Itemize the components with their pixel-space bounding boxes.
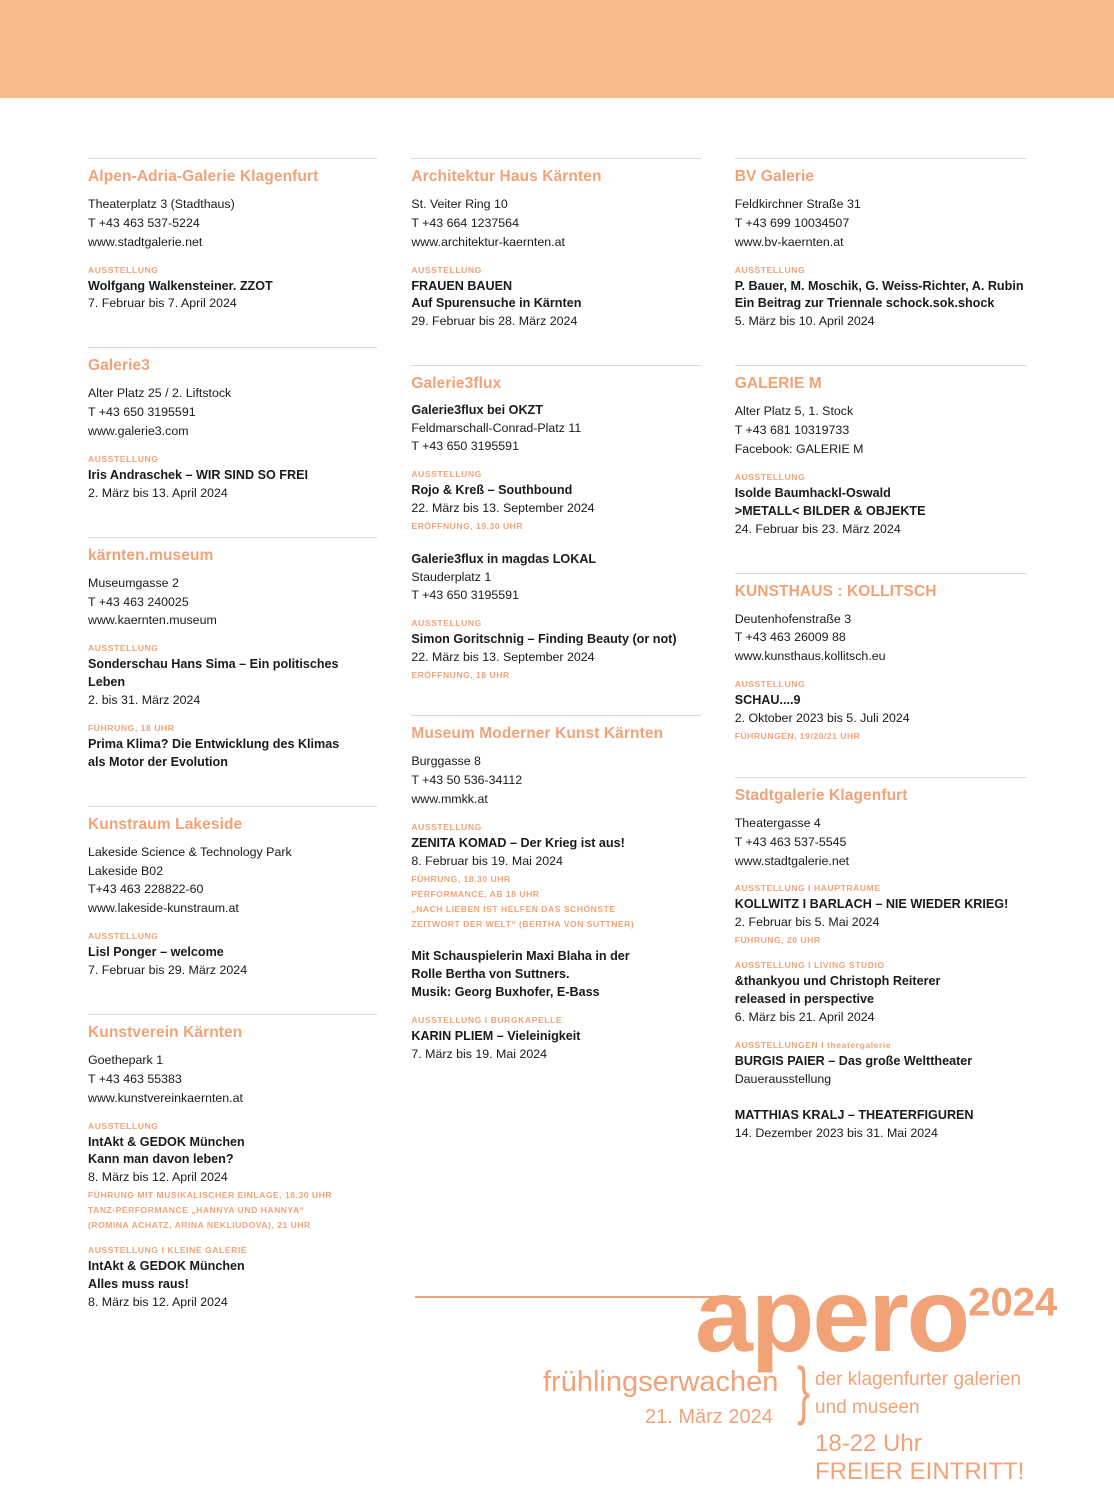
exhibition-block (411, 469, 700, 533)
address-line: Goethepark 1 (88, 1053, 164, 1068)
venue-title: KUNSTHAUS : KOLLITSCH (734, 582, 937, 600)
exhibition-line: Galerie3flux in magdas LOKAL (411, 551, 597, 566)
exhibition-line: Alles muss raus! (88, 1276, 189, 1291)
exhibition-line: 8. März bis 12. April 2024 (88, 1294, 228, 1309)
exhibition-note: FÜHRUNG, 18.30 UHR (411, 873, 511, 884)
event-date: 21. März 2024 (645, 1406, 773, 1428)
exhibition-line: 29. Februar bis 28. März 2024 (411, 314, 578, 329)
address-line: www.mmkk.at (411, 792, 488, 807)
entry-divider (88, 347, 377, 348)
venue-entry (735, 777, 1026, 1143)
exhibition-line: 14. Dezember 2023 bis 31. Mai 2024 (734, 1125, 938, 1140)
venue-entry (88, 158, 377, 313)
venue-entry (88, 806, 377, 980)
address-line: Theaterplatz 3 (Stadthaus) (88, 197, 235, 211)
exhibition-label: AUSSTELLUNG (88, 643, 159, 654)
apero-word: apero (695, 1258, 969, 1374)
exhibition-block (411, 402, 700, 456)
exhibition-label: AUSSTELLUNGEN I theatergalerie (734, 1039, 892, 1050)
exhibition-line: T +43 650 3195591 (411, 439, 519, 454)
apero-logo-block (415, 1258, 1114, 1500)
venue-title: Kunstraum Lakeside (88, 815, 243, 833)
exhibition-label: FÜHRUNG, 18 UHR (88, 723, 175, 734)
exhibition-line: Auf Spurensuche in Kärnten (411, 296, 582, 311)
exhibition-label: AUSSTELLUNG I LIVING STUDIO (734, 960, 885, 971)
exhibition-block (411, 822, 700, 930)
exhibition-label: AUSSTELLUNG (88, 931, 159, 942)
column-2 (411, 158, 700, 1098)
venue-entry (411, 158, 700, 331)
brace-decoration: } (797, 1354, 811, 1426)
entry-divider (88, 158, 377, 159)
exhibition-block (88, 723, 377, 772)
address-line: Facebook: GALERIE M (734, 441, 864, 456)
exhibition-note: FÜHRUNGEN, 19/20/21 UHR (734, 730, 861, 741)
exhibition-note: TANZ-PERFORMANCE „HANNYA UND HANNYA“ (88, 1205, 305, 1216)
venue-address (735, 402, 1026, 459)
exhibition-block (88, 643, 377, 710)
venue-address (88, 843, 377, 918)
exhibition-line: Rojo & Kreß – Southbound (411, 483, 573, 498)
exhibition-line: 7. Februar bis 7. April 2024 (88, 296, 237, 311)
address-line: Lakeside B02 (88, 863, 164, 878)
address-line: Alter Platz 5, 1. Stock (734, 404, 854, 419)
exhibition-label: AUSSTELLUNG (734, 679, 806, 690)
exhibition-line: KOLLWITZ I BARLACH – NIE WIEDER KRIEG! (734, 897, 1009, 912)
exhibition-line: 5. März bis 10. April 2024 (734, 314, 875, 329)
entry-divider (735, 365, 1026, 366)
exhibition-note: ERÖFFNUNG, 18 UHR (411, 669, 510, 680)
address-line: Deutenhofenstraße 3 (734, 611, 852, 626)
exhibition-line: Feldmarschall-Conrad-Platz 11 (411, 421, 582, 436)
exhibition-line: 2. Oktober 2023 bis 5. Juli 2024 (734, 710, 910, 725)
entry-divider (735, 777, 1026, 778)
exhibition-line: IntAkt & GEDOK München (88, 1134, 245, 1149)
exhibition-label: AUSSTELLUNG (88, 1120, 159, 1131)
exhibition-block (411, 948, 700, 1002)
exhibition-line: P. Bauer, M. Moschik, G. Weiss-Richter, A. Rubin (734, 278, 1024, 293)
event-hours: 18-22 Uhr (815, 1430, 922, 1457)
venue-address (735, 195, 1026, 252)
exhibition-line: 22. März bis 13. September 2024 (411, 500, 595, 515)
exhibition-line: 24. Februar bis 23. März 2024 (734, 521, 901, 536)
column-3 (735, 158, 1026, 1177)
address-line: www.bv-kaernten.at (734, 234, 844, 249)
venue-title: Stadtgalerie Klagenfurt (734, 786, 908, 804)
exhibition-line: Dauerausstellung (734, 1071, 832, 1086)
exhibition-block (411, 265, 700, 332)
address-line: Burggasse 8 (411, 754, 481, 769)
venue-title: Architektur Haus Kärnten (411, 168, 602, 185)
address-line: T +43 463 537-5224 (88, 215, 200, 230)
venue-entry (88, 1014, 377, 1312)
venue-address (411, 195, 700, 252)
exhibition-note: PERFORMANCE, AB 18 UHR (411, 888, 540, 899)
venue-title: BV Galerie (734, 168, 815, 185)
exhibition-line: &thankyou und Christoph Reiterer (734, 974, 941, 989)
exhibition-block (88, 454, 377, 503)
exhibition-block (88, 931, 377, 980)
venue-title: Museum Moderner Kunst Kärnten (411, 725, 664, 743)
address-line: Theatergasse 4 (734, 815, 821, 830)
exhibition-line: 7. März bis 19. Mai 2024 (411, 1046, 548, 1061)
exhibition-label: AUSSTELLUNG (734, 264, 806, 275)
exhibition-line: 22. März bis 13. September 2024 (411, 649, 595, 664)
address-line: T +43 699 10034507 (734, 215, 850, 230)
exhibition-line: Rolle Bertha von Suttners. (411, 967, 570, 982)
exhibition-line: IntAkt & GEDOK München (88, 1258, 245, 1273)
exhibition-line: 8. März bis 12. April 2024 (88, 1170, 228, 1185)
exhibition-block (735, 472, 1026, 539)
exhibition-note: FÜHRUNG MIT MUSIKALISCHER EINLAGE, 18.30 UHR (88, 1190, 333, 1201)
entry-divider (735, 158, 1026, 159)
exhibition-line: FRAUEN BAUEN (411, 278, 513, 293)
address-line: www.stadtgalerie.net (734, 853, 850, 868)
venue-entry (735, 573, 1026, 743)
exhibition-block (735, 1040, 1026, 1089)
entry-divider (411, 158, 700, 159)
exhibition-label: AUSSTELLUNG I KLEINE GALERIE (88, 1244, 248, 1255)
exhibition-note: (ROMINA ACHATZ, ARINA NEKLIUDOVA), 21 UHR (88, 1220, 311, 1231)
exhibition-line: Simon Goritschnig – Finding Beauty (or not) (411, 631, 677, 646)
venue-entry (411, 365, 700, 681)
exhibition-line: Wolfgang Walkensteiner. ZZOT (88, 278, 273, 293)
venue-address (88, 195, 377, 252)
exhibition-line: 2. März bis 13. April 2024 (88, 485, 228, 500)
exhibition-label: AUSSTELLUNG (411, 821, 482, 832)
exhibition-line: KARIN PLIEM – Vieleinigkeit (411, 1029, 581, 1044)
entry-divider (411, 365, 700, 366)
entry-divider (88, 806, 377, 807)
venue-entry (411, 715, 700, 1063)
exhibition-line: 8. Februar bis 19. Mai 2024 (411, 853, 563, 868)
address-line: Feldkirchner Straße 31 (734, 197, 861, 211)
exhibition-block (88, 1245, 377, 1312)
exhibition-block (735, 883, 1026, 947)
entry-divider (88, 1014, 377, 1015)
top-color-band (0, 0, 1114, 98)
exhibition-line: Prima Klima? Die Entwicklung des Klimas (88, 737, 340, 752)
venue-entry (88, 537, 377, 772)
exhibition-block (411, 618, 700, 682)
exhibition-line: Musik: Georg Buxhofer, E-Bass (411, 985, 600, 1000)
exhibition-line: 7. Februar bis 29. März 2024 (88, 963, 248, 978)
venue-entry (735, 365, 1026, 538)
exhibition-label: AUSSTELLUNG (734, 471, 806, 482)
exhibition-line: Sonderschau Hans Sima – Ein politisches Leben (88, 657, 339, 690)
exhibition-note: ZEITWORT DER WELT“ (BERTHA VON SUTTNER) (411, 918, 635, 929)
venue-title: Galerie3flux (411, 375, 502, 393)
address-line: T +43 463 26009 88 (734, 630, 846, 645)
subtitle-line-2: und museen (815, 1396, 920, 1418)
address-line: T +43 463 240025 (88, 594, 189, 609)
venue-entry (88, 347, 377, 502)
venue-title: Galerie3 (88, 357, 150, 375)
exhibition-line: Stauderplatz 1 (411, 569, 492, 584)
exhibition-label: AUSSTELLUNG (411, 469, 482, 480)
exhibition-line: Kann man davon leben? (88, 1152, 234, 1167)
exhibition-line: Iris Andraschek – WIR SIND SO FREI (88, 467, 308, 482)
exhibition-label: AUSSTELLUNG (411, 617, 482, 628)
exhibition-block (735, 1107, 1026, 1143)
entry-divider (735, 573, 1026, 574)
exhibition-line: released in perspective (734, 991, 875, 1006)
exhibition-note: ERÖFFNUNG, 19.30 UHR (411, 520, 524, 531)
exhibition-block (735, 960, 1026, 1027)
address-line: T +43 463 55383 (88, 1071, 182, 1086)
address-line: T +43 50 536-34112 (411, 773, 523, 788)
venue-title: Alpen-Adria-Galerie Klagenfurt (88, 168, 319, 185)
venue-address (735, 814, 1026, 871)
exhibition-label: AUSSTELLUNG (411, 264, 482, 275)
subtitle (815, 1366, 1021, 1421)
apero-wordmark (695, 1258, 1058, 1374)
address-line: T+43 463 228822-60 (88, 882, 204, 897)
address-line: www.architektur-kaernten.at (411, 234, 565, 249)
exhibition-line: Mit Schauspielerin Maxi Blaha in der (411, 949, 630, 964)
column-1 (88, 158, 377, 1346)
apero-year: 2024 (968, 1280, 1058, 1325)
venue-address (411, 752, 700, 809)
exhibition-label: AUSSTELLUNG (88, 264, 159, 275)
address-line: www.lakeside-kunstraum.at (88, 901, 239, 916)
columns-container (88, 158, 1026, 1346)
entry-divider (411, 715, 700, 716)
address-line: Lakeside Science & Technology Park (88, 844, 292, 859)
address-line: www.stadtgalerie.net (88, 234, 203, 249)
subtitle-line-1: der klagenfurter galerien (815, 1369, 1021, 1390)
venue-title: kärnten.museum (88, 546, 214, 564)
entry-divider (88, 537, 377, 538)
address-line: T +43 650 3195591 (88, 405, 196, 420)
free-entry-note: FREIER EINTRITT! (815, 1458, 1025, 1485)
exhibition-line: >METALL< BILDER & OBJEKTE (734, 503, 926, 518)
venue-title: GALERIE M (734, 375, 822, 393)
exhibition-line: Galerie3flux bei OKZT (411, 403, 543, 418)
exhibition-line: Ein Beitrag zur Triennale schock.sok.shock (734, 296, 995, 311)
exhibition-block (411, 551, 700, 605)
address-line: Alter Platz 25 / 2. Liftstock (88, 386, 232, 401)
tagline: frühlingserwachen (543, 1366, 779, 1398)
address-line: www.kaernten.museum (88, 613, 217, 628)
address-line: T +43 664 1237564 (411, 215, 519, 230)
exhibition-label: AUSSTELLUNG I HAUPTRÄUME (734, 883, 881, 894)
venue-address (88, 1051, 377, 1108)
exhibition-line: 6. März bis 21. April 2024 (734, 1009, 875, 1024)
exhibition-line: Lisl Ponger – welcome (88, 945, 224, 960)
venue-entry (735, 158, 1026, 331)
venue-address (88, 574, 377, 631)
exhibition-note: „NACH LIEBEN IST HELFEN DAS SCHÖNSTE (411, 903, 616, 914)
address-line: T +43 681 10319733 (734, 423, 850, 438)
exhibition-line: als Motor der Evolution (88, 754, 228, 769)
page-content (0, 98, 1114, 1500)
address-line: www.galerie3.com (88, 424, 189, 439)
address-line: T +43 463 537-5545 (734, 834, 847, 849)
venue-title: Kunstverein Kärnten (88, 1024, 243, 1042)
venue-address (735, 610, 1026, 667)
exhibition-line: 2. Februar bis 5. Mai 2024 (734, 915, 880, 930)
address-line: Museumgasse 2 (88, 575, 179, 590)
address-line: St. Veiter Ring 10 (411, 197, 508, 211)
exhibition-line: T +43 650 3195591 (411, 587, 519, 602)
exhibition-line: ZENITA KOMAD – Der Krieg ist aus! (411, 835, 625, 850)
exhibition-block (88, 265, 377, 314)
exhibition-line: Isolde Baumhackl-Oswald (734, 485, 891, 500)
exhibition-line: MATTHIAS KRALJ – THEATERFIGUREN (734, 1107, 974, 1122)
exhibition-line: SCHAU....9 (734, 693, 801, 708)
exhibition-block (411, 1015, 700, 1064)
exhibition-line: BURGIS PAIER – Das große Welttheater (734, 1053, 973, 1068)
address-line: www.kunsthaus.kollitsch.eu (734, 649, 886, 664)
exhibition-block (88, 1121, 377, 1232)
exhibition-block (735, 265, 1026, 332)
logo-divider-rule (415, 1296, 741, 1298)
exhibition-label: AUSSTELLUNG (88, 453, 159, 464)
exhibition-label: AUSSTELLUNG I BURGKAPELLE (411, 1015, 563, 1026)
venue-address (88, 384, 377, 441)
exhibition-line: 2. bis 31. März 2024 (88, 693, 201, 708)
exhibition-note: FÜHRUNG, 20 UHR (734, 935, 821, 946)
exhibition-block (735, 679, 1026, 743)
address-line: www.kunstvereinkaernten.at (88, 1090, 243, 1105)
